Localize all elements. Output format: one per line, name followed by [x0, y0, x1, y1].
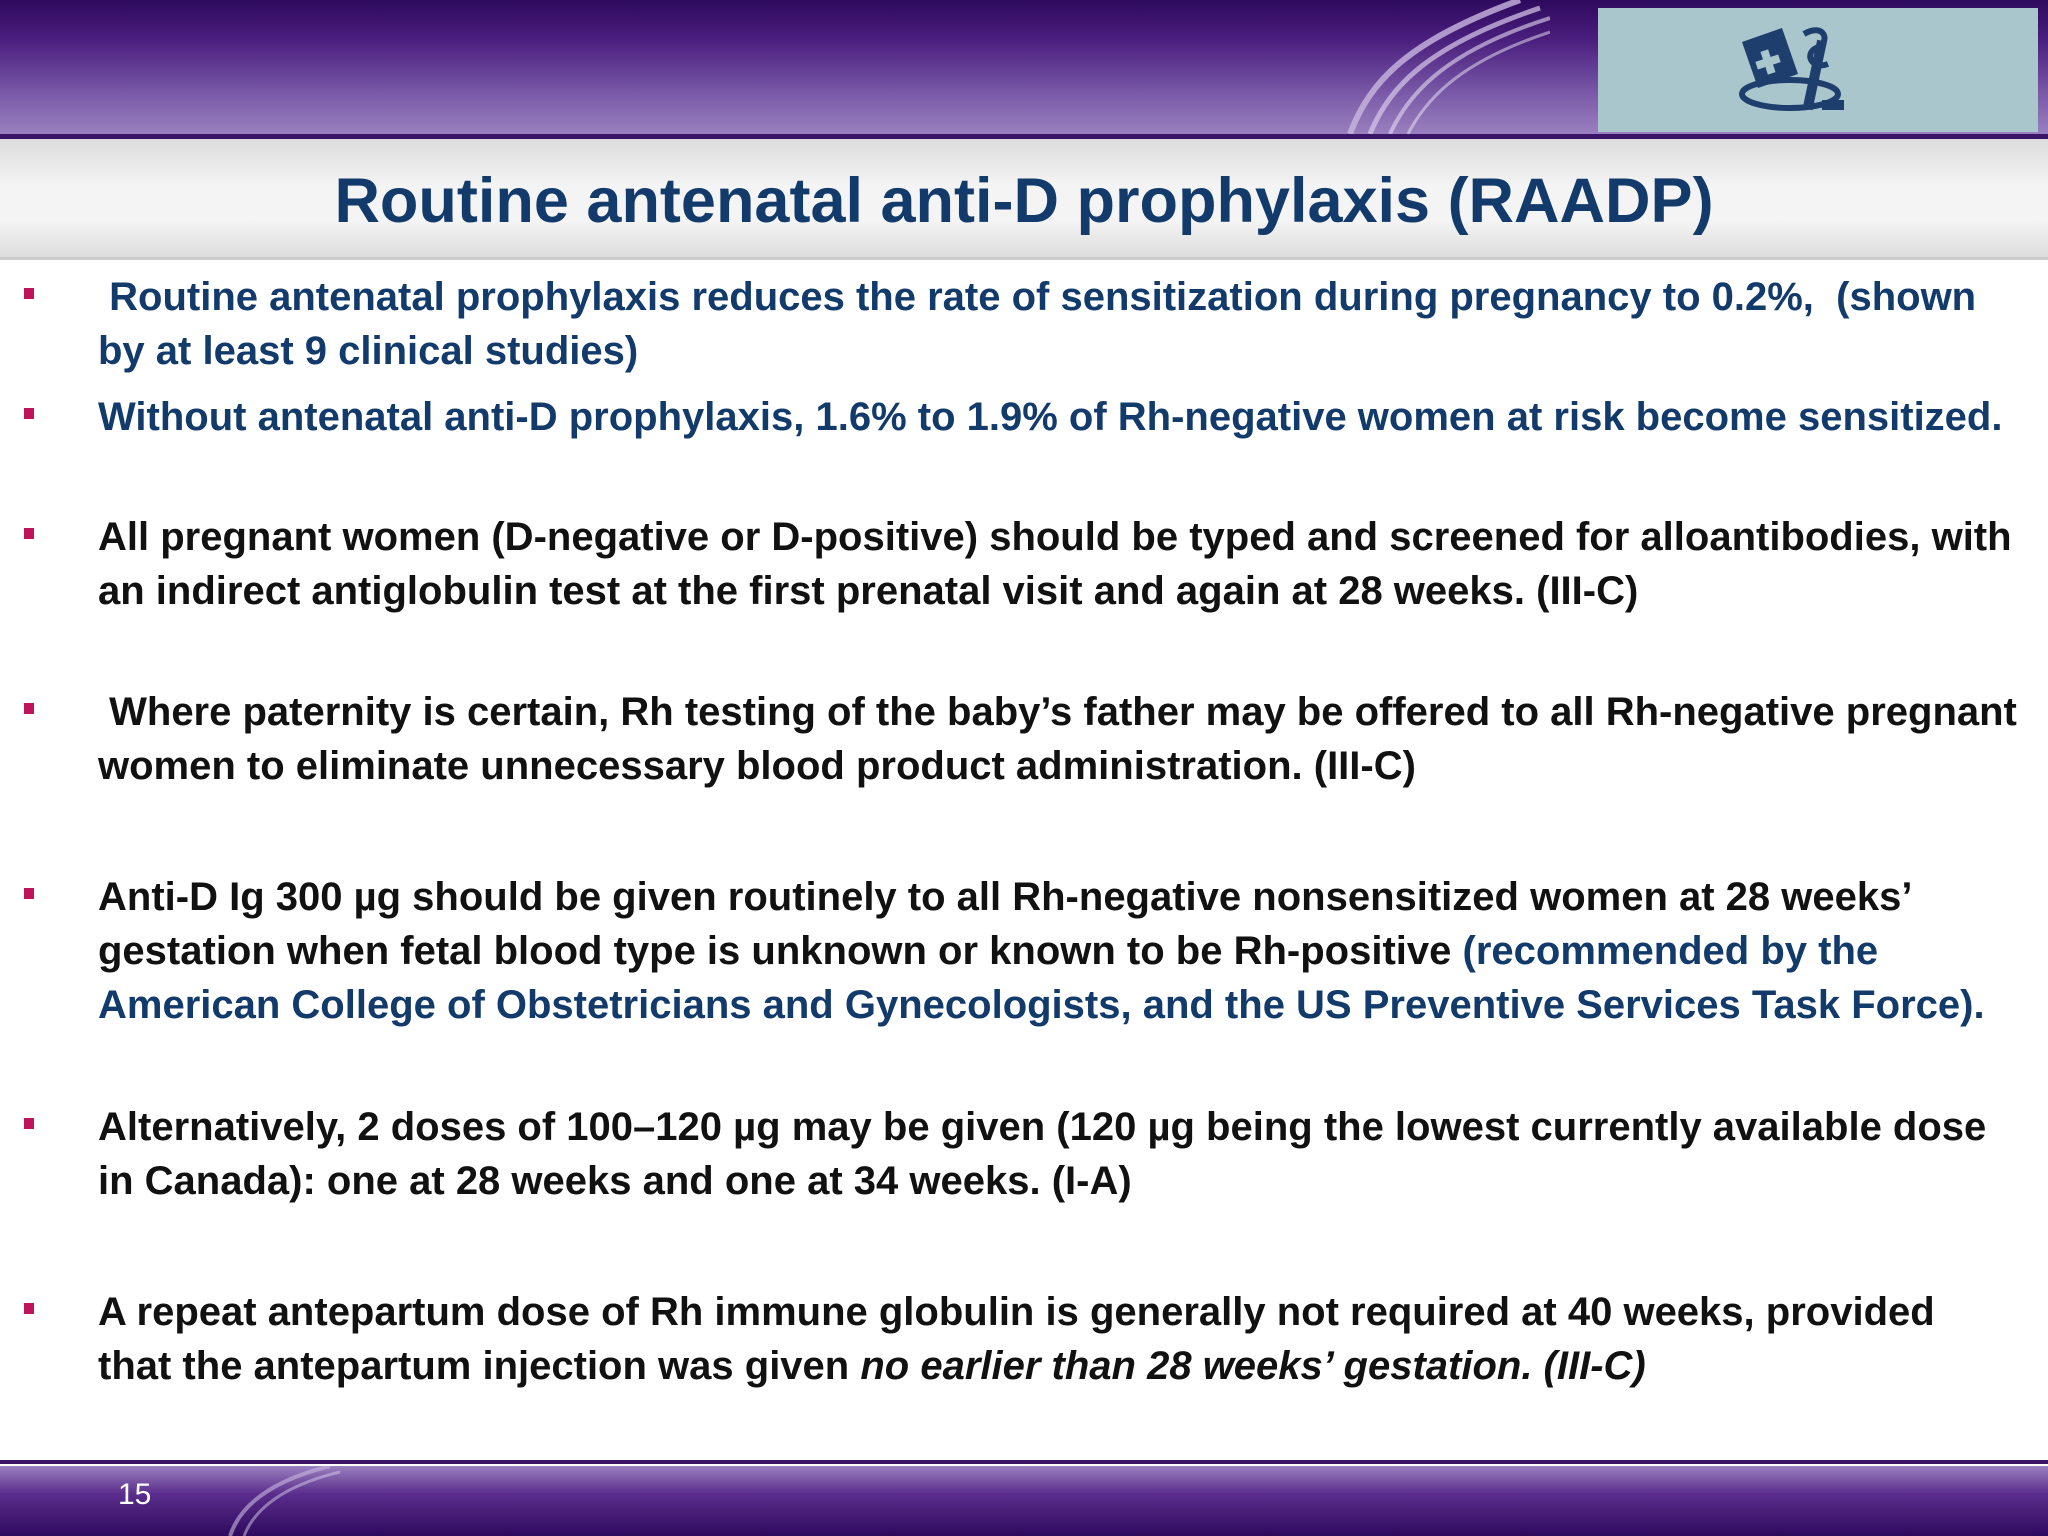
bullet-text: Routine antenatal prophylaxis reduces the rate of sensitization during pregnancy to 0.2%, (shown by at least 9 clinical studies) [98, 275, 1988, 373]
bullet-marker-icon [24, 408, 34, 419]
medical-cross-caduceus-icon [1728, 14, 1868, 126]
slide-title: Routine antenatal anti-D prophylaxis (RAADP) [334, 166, 1714, 236]
swoosh-decoration [220, 1466, 340, 1536]
page-number: 15 [118, 1478, 152, 1511]
bullet-marker-icon [24, 888, 34, 899]
bullet-item [98, 1100, 2018, 1208]
bullet-item [98, 1285, 2018, 1393]
bullet-marker-icon [24, 703, 34, 714]
bullet-text-recommendation: (recommended by the American College of Obstetricians and Gynecologists, and the US Preventive Services Task Force). [98, 929, 1985, 1027]
bullet-marker-icon [24, 288, 34, 299]
footer-band [0, 1466, 2048, 1536]
bullet-item [98, 685, 2029, 793]
bullet-item [98, 270, 2018, 378]
bullet-text: Without antenatal anti-D prophylaxis, 1.6% to 1.9% of Rh-negative women at risk become sensitized. [98, 395, 2003, 439]
bullet-text: Anti-D Ig 300 µg should be given routinely to all Rh-negative nonsensitized women at 28 weeks’ gestation when fetal blood type is unknown or known to be Rh-positive [98, 875, 1911, 973]
bullet-marker-icon [24, 528, 34, 539]
footer-divider [0, 1460, 2048, 1464]
bullet-text-italic: no earlier than 28 weeks’ gestation. (III-C) [860, 1344, 1646, 1388]
logo-panel [1598, 8, 2038, 132]
bullet-text: All pregnant women (D-negative or D-positive) should be typed and screened for alloantibodies, with an indirect antiglobulin test at the first prenatal visit and again at 28 weeks. (III-C) [98, 515, 2012, 613]
bullet-text: Alternatively, 2 doses of 100–120 µg may be given (120 µg being the lowest currently available dose in Canada): one at 28 weeks and one at 34 weeks. (I-A) [98, 1105, 1987, 1203]
bullet-text: Where paternity is certain, Rh testing of the baby’s father may be offered to all Rh-negative pregnant women to eliminate unnecessary blood product administration. (III-C) [98, 690, 2029, 788]
bullet-marker-icon [24, 1303, 34, 1314]
bullet-item [98, 390, 2018, 444]
bullet-marker-icon [24, 1118, 34, 1129]
bullet-item [98, 510, 2018, 618]
bullet-text: A repeat antepartum dose of Rh immune globulin is generally not required at 40 weeks, provided that the antepartum injection was given [98, 1290, 1935, 1388]
bullet-item [98, 870, 2018, 1032]
swoosh-decoration [1290, 0, 1550, 134]
